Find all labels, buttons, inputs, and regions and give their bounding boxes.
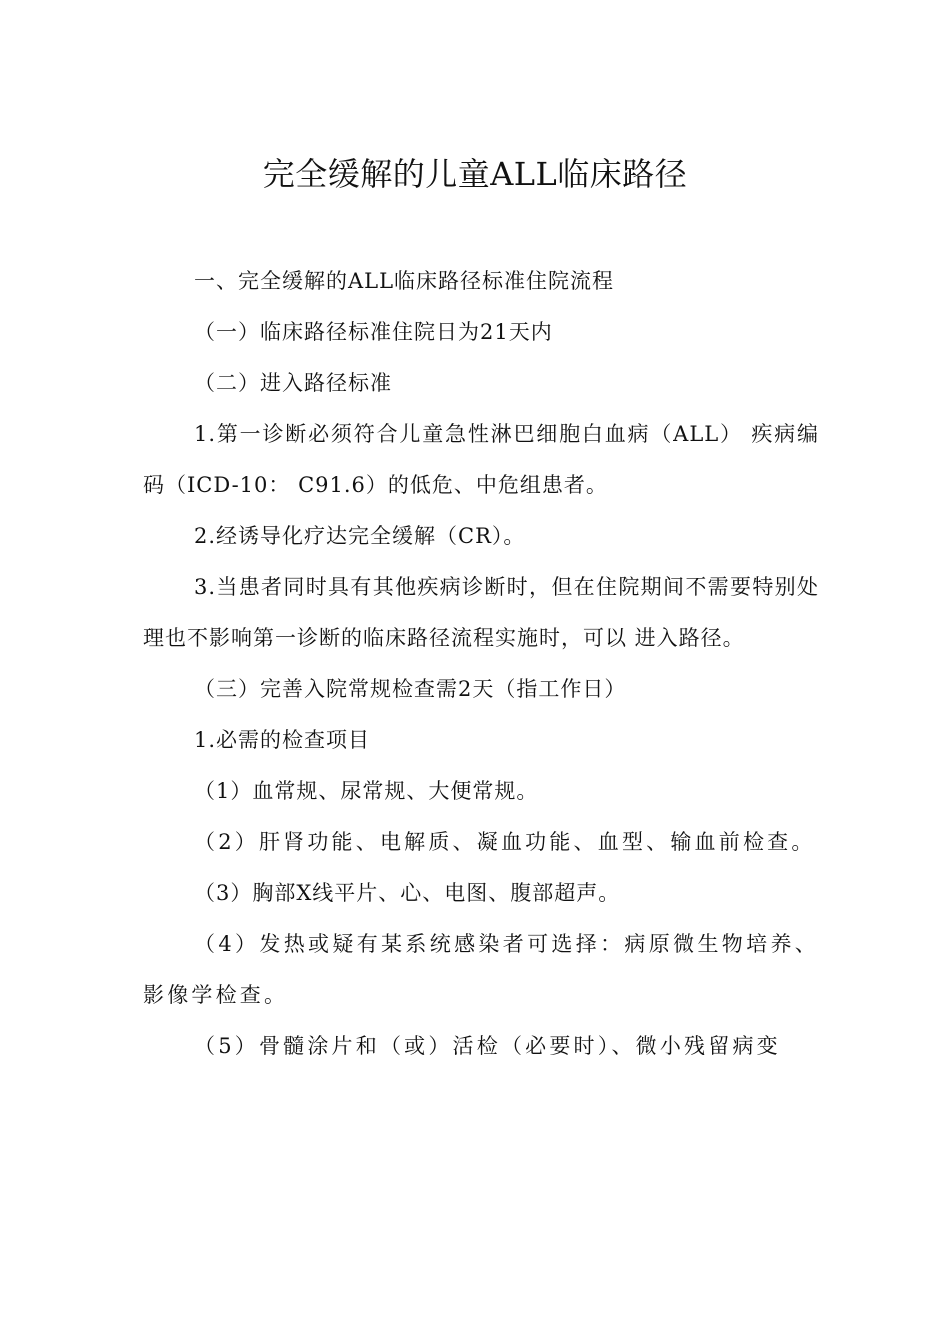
criteria-item-2: 2.经诱导化疗达完全缓解（CR）。 — [194, 524, 526, 548]
criteria-item-3: 3.当患者同时具有其他疾病诊断时，但在住院期间不需要特别处理也不影响第一诊断的临床路径流程实施时，可以 进入路径。 — [143, 575, 819, 650]
document-body — [143, 256, 819, 1072]
document-title: 完全缓解的儿童ALL临床路径 — [262, 155, 688, 193]
exam-item-3: （3）胸部X线平片、心、电图、腹部超声。 — [194, 881, 621, 905]
exam-item-2: （2）肝肾功能、电解质、凝血功能、血型、输血前检查。 — [194, 830, 816, 854]
exam-item-1: （1）血常规、尿常规、大便常规。 — [194, 779, 539, 803]
subsection-2: （二）进入路径标准 — [194, 371, 392, 395]
exam-item-5: （5）骨髓涂片和（或）活检（必要时）、微小残留病变 — [194, 1034, 781, 1058]
exam-item-4: （4）发热或疑有某系统感染者可选择：病原微生物培养、影像学检查。 — [143, 932, 819, 1007]
required-exams-heading: 1.必需的检查项目 — [194, 728, 371, 752]
subsection-3: （三）完善入院常规检查需2天（指工作日） — [194, 677, 627, 701]
subsection-1: （一）临床路径标准住院日为21天内 — [194, 320, 553, 344]
criteria-item-1: 1.第一诊断必须符合儿童急性淋巴细胞白血病（ALL） 疾病编码（ICD-10： C91.6）的低危、中危组患者。 — [143, 422, 819, 497]
section-heading-1: 一、完全缓解的ALL临床路径标准住院流程 — [194, 269, 615, 293]
